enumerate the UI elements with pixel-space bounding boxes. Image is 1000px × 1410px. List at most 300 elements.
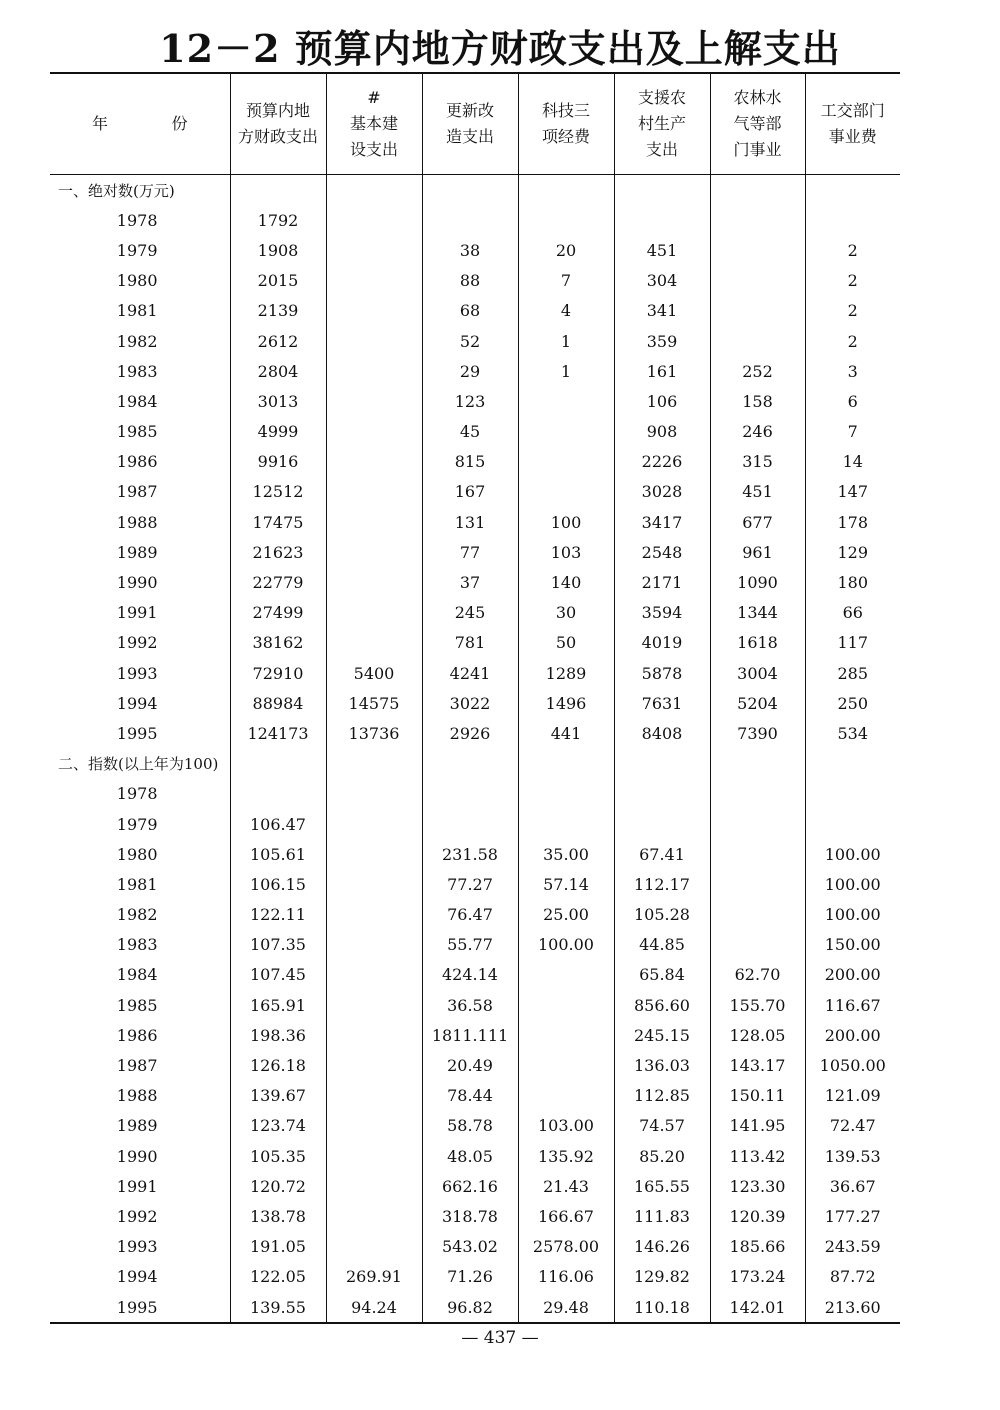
table-cell: 14575 bbox=[326, 688, 422, 718]
table-cell bbox=[422, 749, 518, 779]
table-cell bbox=[326, 839, 422, 869]
table-cell: 116.06 bbox=[518, 1262, 614, 1292]
table-cell: 55.77 bbox=[422, 930, 518, 960]
table-cell: 67.41 bbox=[614, 839, 710, 869]
table-row bbox=[50, 839, 900, 869]
table-row bbox=[50, 205, 900, 235]
table-cell: 180 bbox=[805, 567, 900, 597]
table-cell: 178 bbox=[805, 507, 900, 537]
table-cell: 8408 bbox=[614, 718, 710, 748]
col-header-line: 工交部门 bbox=[820, 101, 885, 120]
table-cell: 1289 bbox=[518, 658, 614, 688]
table-cell bbox=[326, 1020, 422, 1050]
table-cell: 213.60 bbox=[805, 1292, 900, 1323]
table-cell: 200.00 bbox=[805, 960, 900, 990]
table-row bbox=[50, 537, 900, 567]
table-cell bbox=[326, 1081, 422, 1111]
table-cell: 165.91 bbox=[230, 990, 326, 1020]
year-cell: 1983 bbox=[116, 361, 158, 381]
table-row bbox=[50, 1050, 900, 1080]
table-row bbox=[50, 809, 900, 839]
table-cell bbox=[518, 990, 614, 1020]
table-cell: 177.27 bbox=[805, 1201, 900, 1231]
table-cell: 129.82 bbox=[614, 1262, 710, 1292]
table-cell: 3594 bbox=[614, 598, 710, 628]
table-cell bbox=[326, 235, 422, 265]
table-cell bbox=[326, 1141, 422, 1171]
table-cell: 2 bbox=[805, 235, 900, 265]
table-cell: 12512 bbox=[230, 477, 326, 507]
table-cell: 285 bbox=[805, 658, 900, 688]
year-header-left: 年 bbox=[92, 114, 109, 133]
table-row bbox=[50, 779, 900, 809]
table-cell: 110.18 bbox=[614, 1292, 710, 1323]
table-cell: 1344 bbox=[710, 598, 805, 628]
table-cell bbox=[710, 175, 805, 206]
table-cell bbox=[326, 205, 422, 235]
table-row bbox=[50, 960, 900, 990]
table-cell: 87.72 bbox=[805, 1262, 900, 1292]
table-cell: 200.00 bbox=[805, 1020, 900, 1050]
table-cell: 22779 bbox=[230, 567, 326, 597]
table-row bbox=[50, 869, 900, 899]
table-row bbox=[50, 1292, 900, 1323]
table-cell bbox=[326, 447, 422, 477]
year-cell: 1983 bbox=[116, 935, 158, 955]
table-cell: 14 bbox=[805, 447, 900, 477]
year-cell: 1981 bbox=[116, 301, 158, 321]
table-cell bbox=[326, 960, 422, 990]
table-cell: 318.78 bbox=[422, 1201, 518, 1231]
table-cell: 105.28 bbox=[614, 900, 710, 930]
table-cell: 165.55 bbox=[614, 1171, 710, 1201]
table-cell: 29.48 bbox=[518, 1292, 614, 1323]
table-cell: 2015 bbox=[230, 266, 326, 296]
table-cell bbox=[326, 900, 422, 930]
table-cell: 315 bbox=[710, 447, 805, 477]
table-row bbox=[50, 1111, 900, 1141]
table-row bbox=[50, 1020, 900, 1050]
table-cell bbox=[710, 296, 805, 326]
table-row bbox=[50, 718, 900, 748]
year-cell: 1985 bbox=[116, 995, 158, 1015]
table-cell: 106 bbox=[614, 386, 710, 416]
table-cell bbox=[326, 1111, 422, 1141]
table-cell: 120.72 bbox=[230, 1171, 326, 1201]
table-cell: 243.59 bbox=[805, 1232, 900, 1262]
table-cell bbox=[710, 809, 805, 839]
table-cell bbox=[614, 749, 710, 779]
year-cell: 1982 bbox=[116, 331, 158, 351]
col-header-line: 气等部 bbox=[733, 114, 782, 133]
table-cell: 38 bbox=[422, 235, 518, 265]
col-header-line: 基本建 bbox=[349, 114, 398, 133]
table-cell: 120.39 bbox=[710, 1201, 805, 1231]
table-row bbox=[50, 1171, 900, 1201]
table-cell: 88984 bbox=[230, 688, 326, 718]
table-cell: 161 bbox=[614, 356, 710, 386]
table-cell: 185.66 bbox=[710, 1232, 805, 1262]
table-cell: 166.67 bbox=[518, 1201, 614, 1231]
col-header bbox=[326, 73, 422, 175]
table-cell bbox=[326, 567, 422, 597]
year-cell: 1987 bbox=[116, 1056, 158, 1076]
table-cell: 121.09 bbox=[805, 1081, 900, 1111]
table-cell: 66 bbox=[805, 598, 900, 628]
table-cell: 111.83 bbox=[614, 1201, 710, 1231]
table-cell: 1792 bbox=[230, 205, 326, 235]
table-cell bbox=[326, 779, 422, 809]
table-cell: 78.44 bbox=[422, 1081, 518, 1111]
table-cell: 107.35 bbox=[230, 930, 326, 960]
table-cell: 424.14 bbox=[422, 960, 518, 990]
table-cell: 139.53 bbox=[805, 1141, 900, 1171]
table-cell: 131 bbox=[422, 507, 518, 537]
table-cell: 21.43 bbox=[518, 1171, 614, 1201]
table-cell: 147 bbox=[805, 477, 900, 507]
table-cell: 3013 bbox=[230, 386, 326, 416]
col-header bbox=[422, 73, 518, 175]
year-cell: 1986 bbox=[116, 1025, 158, 1045]
table-cell bbox=[518, 960, 614, 990]
table-cell: 662.16 bbox=[422, 1171, 518, 1201]
table-cell bbox=[326, 266, 422, 296]
col-header-line: 预算内地 bbox=[245, 101, 310, 120]
table-cell: 677 bbox=[710, 507, 805, 537]
table-body bbox=[50, 175, 900, 1324]
year-cell: 1979 bbox=[116, 240, 158, 260]
table-cell bbox=[518, 779, 614, 809]
page-number: — 437 — bbox=[461, 1328, 539, 1348]
year-cell: 1987 bbox=[116, 482, 158, 502]
table-cell: 117 bbox=[805, 628, 900, 658]
table-cell: 139.55 bbox=[230, 1292, 326, 1323]
table-cell: 158 bbox=[710, 386, 805, 416]
year-cell: 1992 bbox=[116, 633, 158, 653]
table-cell: 534 bbox=[805, 718, 900, 748]
table-cell: 38162 bbox=[230, 628, 326, 658]
table-cell: 36.67 bbox=[805, 1171, 900, 1201]
table-cell: 451 bbox=[710, 477, 805, 507]
table-row bbox=[50, 628, 900, 658]
table-cell bbox=[614, 809, 710, 839]
table-cell: 4241 bbox=[422, 658, 518, 688]
col-header-line: 项经费 bbox=[541, 127, 590, 146]
table-cell: 2548 bbox=[614, 537, 710, 567]
col-header-line: 事业费 bbox=[828, 127, 877, 146]
table-cell: 94.24 bbox=[326, 1292, 422, 1323]
table-cell: 139.67 bbox=[230, 1081, 326, 1111]
table-cell bbox=[326, 869, 422, 899]
table-row bbox=[50, 930, 900, 960]
table-cell: 269.91 bbox=[326, 1262, 422, 1292]
table-cell: 76.47 bbox=[422, 900, 518, 930]
table-cell: 129 bbox=[805, 537, 900, 567]
col-header-line: 农林水 bbox=[733, 88, 782, 107]
table-cell: 30 bbox=[518, 598, 614, 628]
table-cell: 20.49 bbox=[422, 1050, 518, 1080]
table-row bbox=[50, 658, 900, 688]
table-cell: 141.95 bbox=[710, 1111, 805, 1141]
table-cell: 5400 bbox=[326, 658, 422, 688]
col-header-line: 更新改 bbox=[445, 101, 494, 120]
table-cell: 100.00 bbox=[805, 900, 900, 930]
table-cell bbox=[710, 900, 805, 930]
table-cell: 25.00 bbox=[518, 900, 614, 930]
year-cell: 1978 bbox=[116, 784, 158, 804]
table-cell: 106.15 bbox=[230, 869, 326, 899]
table-cell: 17475 bbox=[230, 507, 326, 537]
table-cell bbox=[710, 749, 805, 779]
table-cell: 2926 bbox=[422, 718, 518, 748]
table-cell bbox=[805, 175, 900, 206]
table-row bbox=[50, 356, 900, 386]
table-cell: 9916 bbox=[230, 447, 326, 477]
table-row bbox=[50, 598, 900, 628]
col-header-line: 造支出 bbox=[445, 127, 494, 146]
table-cell: 100 bbox=[518, 507, 614, 537]
table-row bbox=[50, 386, 900, 416]
table-cell: 68 bbox=[422, 296, 518, 326]
table-cell: 123 bbox=[422, 386, 518, 416]
table-cell: 116.67 bbox=[805, 990, 900, 1020]
table-row bbox=[50, 326, 900, 356]
year-cell: 1978 bbox=[116, 210, 158, 230]
table-cell: 3028 bbox=[614, 477, 710, 507]
table-cell: 7631 bbox=[614, 688, 710, 718]
table-cell: 3022 bbox=[422, 688, 518, 718]
year-cell: 1984 bbox=[116, 965, 158, 985]
year-cell: 1979 bbox=[116, 814, 158, 834]
table-cell: 781 bbox=[422, 628, 518, 658]
table-cell: 2 bbox=[805, 326, 900, 356]
table-cell: 77 bbox=[422, 537, 518, 567]
table-cell: 4 bbox=[518, 296, 614, 326]
table-cell: 20 bbox=[518, 235, 614, 265]
col-header bbox=[614, 73, 710, 175]
table-cell: 250 bbox=[805, 688, 900, 718]
table-cell: 71.26 bbox=[422, 1262, 518, 1292]
table-cell: 7 bbox=[805, 417, 900, 447]
table-cell bbox=[422, 809, 518, 839]
table-cell: 2139 bbox=[230, 296, 326, 326]
table-cell: 123.74 bbox=[230, 1111, 326, 1141]
table-cell: 112.17 bbox=[614, 869, 710, 899]
table-cell: 908 bbox=[614, 417, 710, 447]
table-row bbox=[50, 447, 900, 477]
table-cell bbox=[326, 356, 422, 386]
col-header-line: 支援农 bbox=[637, 88, 686, 107]
year-cell: 1988 bbox=[116, 512, 158, 532]
table-row bbox=[50, 417, 900, 447]
table-cell: 138.78 bbox=[230, 1201, 326, 1231]
col-header-line: 方财政支出 bbox=[237, 127, 318, 146]
table-row bbox=[50, 1201, 900, 1231]
table-row bbox=[50, 990, 900, 1020]
table-cell: 2578.00 bbox=[518, 1232, 614, 1262]
year-cell: 1989 bbox=[116, 542, 158, 562]
year-cell: 1995 bbox=[50, 1292, 230, 1323]
table-row bbox=[50, 1232, 900, 1262]
table-cell: 140 bbox=[518, 567, 614, 597]
table-cell: 100.00 bbox=[805, 869, 900, 899]
table-cell: 198.36 bbox=[230, 1020, 326, 1050]
year-cell: 1984 bbox=[116, 391, 158, 411]
table-cell: 77.27 bbox=[422, 869, 518, 899]
table-cell bbox=[518, 175, 614, 206]
table-cell: 815 bbox=[422, 447, 518, 477]
table-cell: 1811.111 bbox=[422, 1020, 518, 1050]
table-cell: 359 bbox=[614, 326, 710, 356]
table-cell: 113.42 bbox=[710, 1141, 805, 1171]
table-cell: 29 bbox=[422, 356, 518, 386]
table-cell: 246 bbox=[710, 417, 805, 447]
header-row bbox=[50, 73, 900, 175]
table-cell: 100.00 bbox=[805, 839, 900, 869]
table-cell bbox=[326, 326, 422, 356]
table-cell: 1 bbox=[518, 326, 614, 356]
table-cell bbox=[710, 235, 805, 265]
table-cell bbox=[326, 1171, 422, 1201]
table-cell: 191.05 bbox=[230, 1232, 326, 1262]
table-cell: 112.85 bbox=[614, 1081, 710, 1111]
table-cell: 1 bbox=[518, 356, 614, 386]
col-header bbox=[230, 73, 326, 175]
table-cell: 62.70 bbox=[710, 960, 805, 990]
table-cell bbox=[518, 477, 614, 507]
year-cell: 1993 bbox=[116, 1237, 158, 1257]
table-cell bbox=[518, 1081, 614, 1111]
table-cell: 65.84 bbox=[614, 960, 710, 990]
col-header-line: 村生产 bbox=[637, 114, 686, 133]
table-cell: 150.00 bbox=[805, 930, 900, 960]
table-cell: 13736 bbox=[326, 718, 422, 748]
table-cell: 1908 bbox=[230, 235, 326, 265]
table-cell: 136.03 bbox=[614, 1050, 710, 1080]
year-cell: 1990 bbox=[116, 573, 158, 593]
table-cell: 961 bbox=[710, 537, 805, 567]
table-cell: 1618 bbox=[710, 628, 805, 658]
table-cell: 96.82 bbox=[422, 1292, 518, 1323]
table-cell bbox=[805, 749, 900, 779]
table-cell: 5878 bbox=[614, 658, 710, 688]
table-cell: 74.57 bbox=[614, 1111, 710, 1141]
table-cell bbox=[710, 930, 805, 960]
table-cell bbox=[710, 839, 805, 869]
section-label: 一、绝对数(万元) bbox=[58, 181, 175, 200]
table-cell: 2171 bbox=[614, 567, 710, 597]
table-cell: 50 bbox=[518, 628, 614, 658]
year-cell: 1980 bbox=[116, 844, 158, 864]
table-cell: 155.70 bbox=[710, 990, 805, 1020]
col-header-line: 科技三 bbox=[541, 101, 590, 120]
year-cell: 1985 bbox=[116, 422, 158, 442]
col-header-line: 设支出 bbox=[349, 140, 398, 159]
table-cell: 103.00 bbox=[518, 1111, 614, 1141]
table-row bbox=[50, 900, 900, 930]
table-cell: 52 bbox=[422, 326, 518, 356]
year-cell: 1980 bbox=[116, 271, 158, 291]
year-cell: 1995 bbox=[116, 723, 158, 743]
table-cell: 124173 bbox=[230, 718, 326, 748]
table-cell bbox=[422, 175, 518, 206]
table-cell: 135.92 bbox=[518, 1141, 614, 1171]
table-row bbox=[50, 477, 900, 507]
table-cell: 231.58 bbox=[422, 839, 518, 869]
col-header bbox=[805, 73, 900, 175]
table-cell: 36.58 bbox=[422, 990, 518, 1020]
table-cell bbox=[710, 266, 805, 296]
section-row bbox=[50, 749, 900, 779]
table-row bbox=[50, 1262, 900, 1292]
table-row bbox=[50, 507, 900, 537]
year-cell: 1992 bbox=[116, 1206, 158, 1226]
table-cell bbox=[710, 779, 805, 809]
table-cell: 304 bbox=[614, 266, 710, 296]
table-cell bbox=[422, 779, 518, 809]
table-cell bbox=[518, 205, 614, 235]
col-header-line: # bbox=[367, 88, 381, 107]
table-cell bbox=[326, 1050, 422, 1080]
table-cell bbox=[710, 326, 805, 356]
year-cell: 1982 bbox=[116, 905, 158, 925]
table-cell: 173.24 bbox=[710, 1262, 805, 1292]
col-header-year bbox=[50, 73, 230, 175]
table-cell: 7 bbox=[518, 266, 614, 296]
table-cell: 142.01 bbox=[710, 1292, 805, 1323]
table-cell: 107.45 bbox=[230, 960, 326, 990]
table-row bbox=[50, 266, 900, 296]
table-row bbox=[50, 235, 900, 265]
table-cell: 4999 bbox=[230, 417, 326, 447]
table-cell: 6 bbox=[805, 386, 900, 416]
table-cell bbox=[326, 296, 422, 326]
section-row bbox=[50, 175, 900, 206]
table-cell bbox=[326, 1232, 422, 1262]
table-cell: 1050.00 bbox=[805, 1050, 900, 1080]
table-cell: 167 bbox=[422, 477, 518, 507]
table-cell: 4019 bbox=[614, 628, 710, 658]
table-cell bbox=[326, 507, 422, 537]
year-cell: 1988 bbox=[116, 1086, 158, 1106]
table-cell bbox=[326, 417, 422, 447]
table-cell bbox=[230, 749, 326, 779]
table-cell bbox=[326, 628, 422, 658]
table-cell bbox=[805, 779, 900, 809]
table-cell: 143.17 bbox=[710, 1050, 805, 1080]
table-cell: 150.11 bbox=[710, 1081, 805, 1111]
table-cell: 105.61 bbox=[230, 839, 326, 869]
table-cell bbox=[614, 779, 710, 809]
table-cell: 3417 bbox=[614, 507, 710, 537]
table-cell: 2226 bbox=[614, 447, 710, 477]
year-cell: 1991 bbox=[116, 603, 158, 623]
table-cell: 441 bbox=[518, 718, 614, 748]
table-cell: 3004 bbox=[710, 658, 805, 688]
table-cell bbox=[518, 749, 614, 779]
table-row bbox=[50, 567, 900, 597]
table-cell: 57.14 bbox=[518, 869, 614, 899]
year-cell: 1991 bbox=[116, 1176, 158, 1196]
table-cell: 85.20 bbox=[614, 1141, 710, 1171]
table-cell: 37 bbox=[422, 567, 518, 597]
table-cell: 100.00 bbox=[518, 930, 614, 960]
table-cell bbox=[614, 175, 710, 206]
table-cell bbox=[518, 1050, 614, 1080]
table-cell bbox=[326, 1201, 422, 1231]
table-cell: 72910 bbox=[230, 658, 326, 688]
table-cell: 128.05 bbox=[710, 1020, 805, 1050]
